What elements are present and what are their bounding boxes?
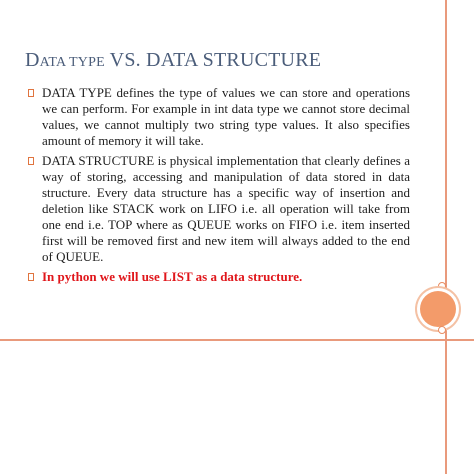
- bullet-text: DATA STRUCTURE is physical implementation that clearly defines a way of storing, accessing and manipulation of data stored in data structure. Every data structure has a specific way of insertion and deletion like STACK work on LIFO i.e. all operation will take from one end i.e. TOP where as QUEUE works on FIFO i.e. item inserted first will be removed first and new item will always added to the end of QUEUE.: [42, 153, 410, 264]
- vertical-accent-rule: [445, 0, 447, 474]
- horizontal-accent-rule: [0, 339, 474, 341]
- bullet-item-data-type: [28, 85, 410, 149]
- bullet-text: DATA TYPE defines the type of values we can store and operations we can perform. For example in int data type we cannot store decimal values, we cannot multiply two string type values. It also specifies amount of memory it will take.: [42, 85, 410, 148]
- bullet-marker-icon: [28, 89, 34, 97]
- bullet-text: In python we will use LIST as a data structure.: [42, 269, 303, 284]
- orange-circle-ornament: [420, 291, 456, 327]
- bullet-list: [28, 85, 410, 289]
- bullet-marker-icon: [28, 157, 34, 165]
- bullet-item-python-list: [28, 269, 410, 285]
- bullet-marker-icon: [28, 273, 34, 281]
- title-smallcaps: ATA TYPE: [39, 55, 105, 70]
- slide-title: [25, 49, 321, 72]
- bullet-item-data-structure: [28, 153, 410, 265]
- title-rest: VS. DATA STRUCTURE: [104, 49, 322, 71]
- small-circle-bottom: [438, 326, 446, 334]
- title-first-letter: D: [25, 49, 40, 71]
- small-circle-top: [438, 282, 446, 290]
